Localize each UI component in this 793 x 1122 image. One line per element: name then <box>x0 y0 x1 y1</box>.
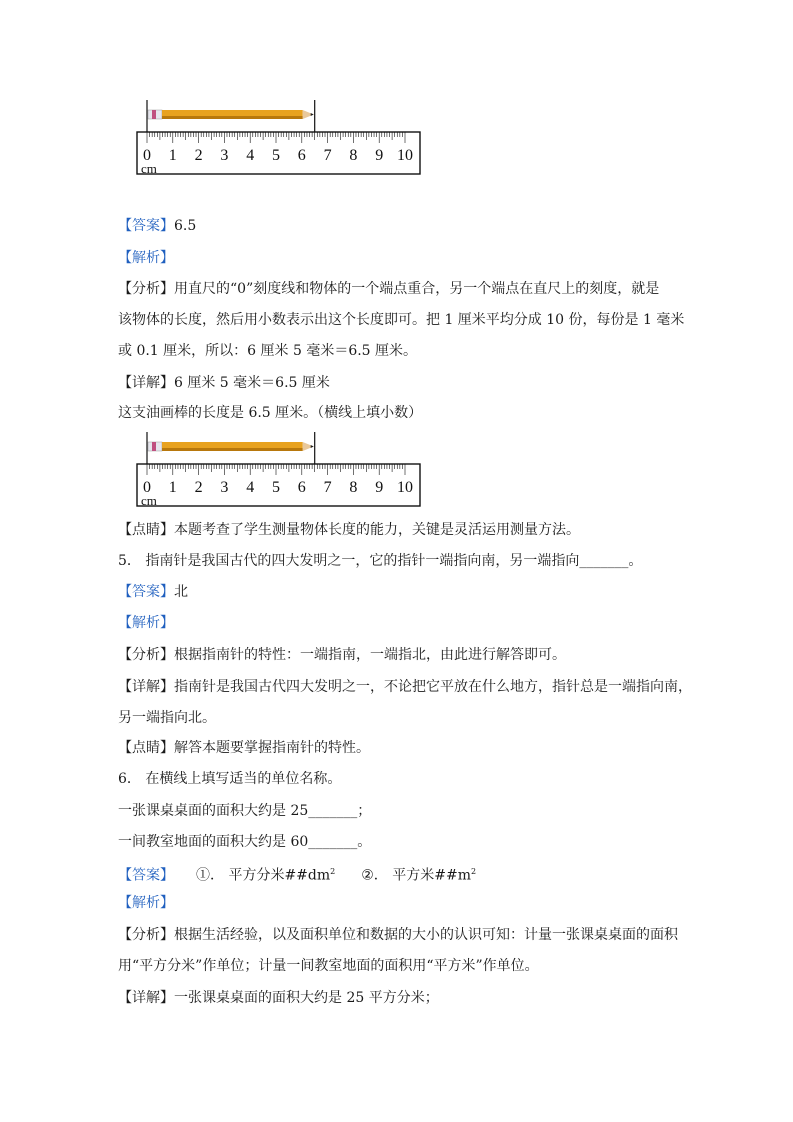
ruler-figure-bottom <box>135 430 425 510</box>
q6-fenxi-line1 <box>118 925 678 945</box>
ruler-number: 9 <box>375 147 384 164</box>
xiangjie-text: 6 厘米 5 毫米＝6.5 厘米 <box>174 375 330 391</box>
fenxi-text: 根据指南针的特性：一端指南，一端指北，由此进行解答即可。 <box>174 647 566 663</box>
q6-fenxi-line2: 用“平方分米”作单位；计量一间教室地面的面积用“平方米”作单位。 <box>118 958 539 974</box>
q6-jiexi <box>118 893 174 913</box>
ruler-number: 5 <box>272 479 280 496</box>
ruler-number: 5 <box>272 147 280 164</box>
q4-fenxi-line2: 该物体的长度，然后用小数表示出这个长度即可。把 1 厘米平均分成 10 份，每份是 1 毫米 <box>118 312 685 328</box>
ruler-unit: cm <box>141 493 157 508</box>
q4-xiangjie <box>118 373 330 393</box>
ruler-number: 8 <box>349 147 358 164</box>
answer-tag: 【答案】 <box>118 584 174 600</box>
ruler-number: 3 <box>220 479 229 496</box>
q6-question: 6． 在横线上填写适当的单位名称。 <box>118 771 342 787</box>
q5-answer <box>118 582 188 602</box>
fenxi-tag: 【分析】 <box>118 647 174 663</box>
answer-value: 6.5 <box>174 218 197 234</box>
ruler-number: 6 <box>297 147 306 164</box>
pencil-lead <box>311 445 314 448</box>
dianjing-text: 本题考查了学生测量物体长度的能力，关键是灵活运用测量方法。 <box>174 522 580 538</box>
q4-conclusion: 这支油画棒的长度是 6.5 厘米。（横线上填小数） <box>118 405 423 421</box>
superscript-2: 2 <box>330 867 336 876</box>
xiangjie-text: 一张课桌桌面的面积大约是 25 平方分米； <box>174 990 439 1006</box>
pencil-band <box>152 442 156 451</box>
ruler-number: 1 <box>168 479 177 496</box>
q4-answer <box>118 216 196 236</box>
q5-fenxi <box>118 645 566 665</box>
pencil-band <box>152 110 156 119</box>
ruler-number: 4 <box>246 479 255 496</box>
xiangjie-tag: 【详解】 <box>118 679 174 695</box>
answer-tag: 【答案】 <box>118 867 174 884</box>
answer-1: ①． 平方分米##dm <box>196 867 331 884</box>
ruler-number: 7 <box>323 147 332 164</box>
dianjing-text: 解答本题要掌握指南针的特性。 <box>174 740 370 756</box>
ruler-number: 10 <box>397 479 413 496</box>
q5-xiangjie-line1 <box>118 677 692 697</box>
ruler-number: 0 <box>143 147 151 164</box>
pencil-shade <box>162 448 303 451</box>
jiexi-tag: 【解析】 <box>118 615 174 631</box>
q6-answer <box>118 862 476 886</box>
answer-tag: 【答案】 <box>118 218 174 234</box>
q6-line1: 一张课桌桌面的面积大约是 25_______； <box>118 803 372 819</box>
dianjing-tag: 【点睛】 <box>118 522 174 538</box>
q5-xiangjie-line2: 另一端指向北。 <box>118 710 216 726</box>
fenxi-text: 用直尺的“0”刻度线和物体的一个端点重合，另一个端点在直尺上的刻度，就是 <box>174 281 660 297</box>
q5-question: 5． 指南针是我国古代的四大发明之一，它的指针一端指向南，另一端指向_______。 <box>118 553 643 569</box>
ruler-number: 4 <box>246 147 255 164</box>
q4-jiexi <box>118 248 174 268</box>
jiexi-tag: 【解析】 <box>118 895 174 911</box>
xiangjie-tag: 【详解】 <box>118 375 174 391</box>
superscript-2: 2 <box>471 867 477 876</box>
pencil-lead <box>311 113 314 116</box>
jiexi-tag: 【解析】 <box>118 250 174 266</box>
ruler-number: 8 <box>349 479 358 496</box>
ruler-unit: cm <box>141 161 157 176</box>
answer-value: 北 <box>174 584 188 600</box>
q4-dianjing <box>118 520 580 540</box>
ruler-figure-top <box>135 98 425 178</box>
xiangjie-text: 指南针是我国古代四大发明之一，不论把它平放在什么地方，指针总是一端指向南， <box>174 679 692 695</box>
q4-fenxi-line1 <box>118 279 659 299</box>
q6-line2: 一间教室地面的面积大约是 60_______。 <box>118 834 372 850</box>
pencil-shade <box>162 116 303 119</box>
ruler-number: 6 <box>297 479 306 496</box>
answer-2: ②． 平方米##m <box>361 867 471 884</box>
q5-jiexi <box>118 613 174 633</box>
ruler-number: 1 <box>168 147 177 164</box>
ruler-number: 2 <box>194 479 203 496</box>
ruler-number: 9 <box>375 479 384 496</box>
q6-xiangjie <box>118 988 439 1008</box>
ruler-number: 10 <box>397 147 413 164</box>
dianjing-tag: 【点睛】 <box>118 740 174 756</box>
xiangjie-tag: 【详解】 <box>118 990 174 1006</box>
ruler-number: 0 <box>143 479 151 496</box>
ruler-number: 3 <box>220 147 229 164</box>
q5-dianjing <box>118 738 370 758</box>
fenxi-tag: 【分析】 <box>118 927 174 943</box>
fenxi-tag: 【分析】 <box>118 281 174 297</box>
ruler-number: 2 <box>194 147 203 164</box>
q4-fenxi-line3: 或 0.1 厘米，所以：6 厘米 5 毫米＝6.5 厘米。 <box>118 343 418 359</box>
fenxi-text: 根据生活经验，以及面积单位和数据的大小的认识可知：计量一张课桌桌面的面积 <box>174 927 678 943</box>
ruler-number: 7 <box>323 479 332 496</box>
